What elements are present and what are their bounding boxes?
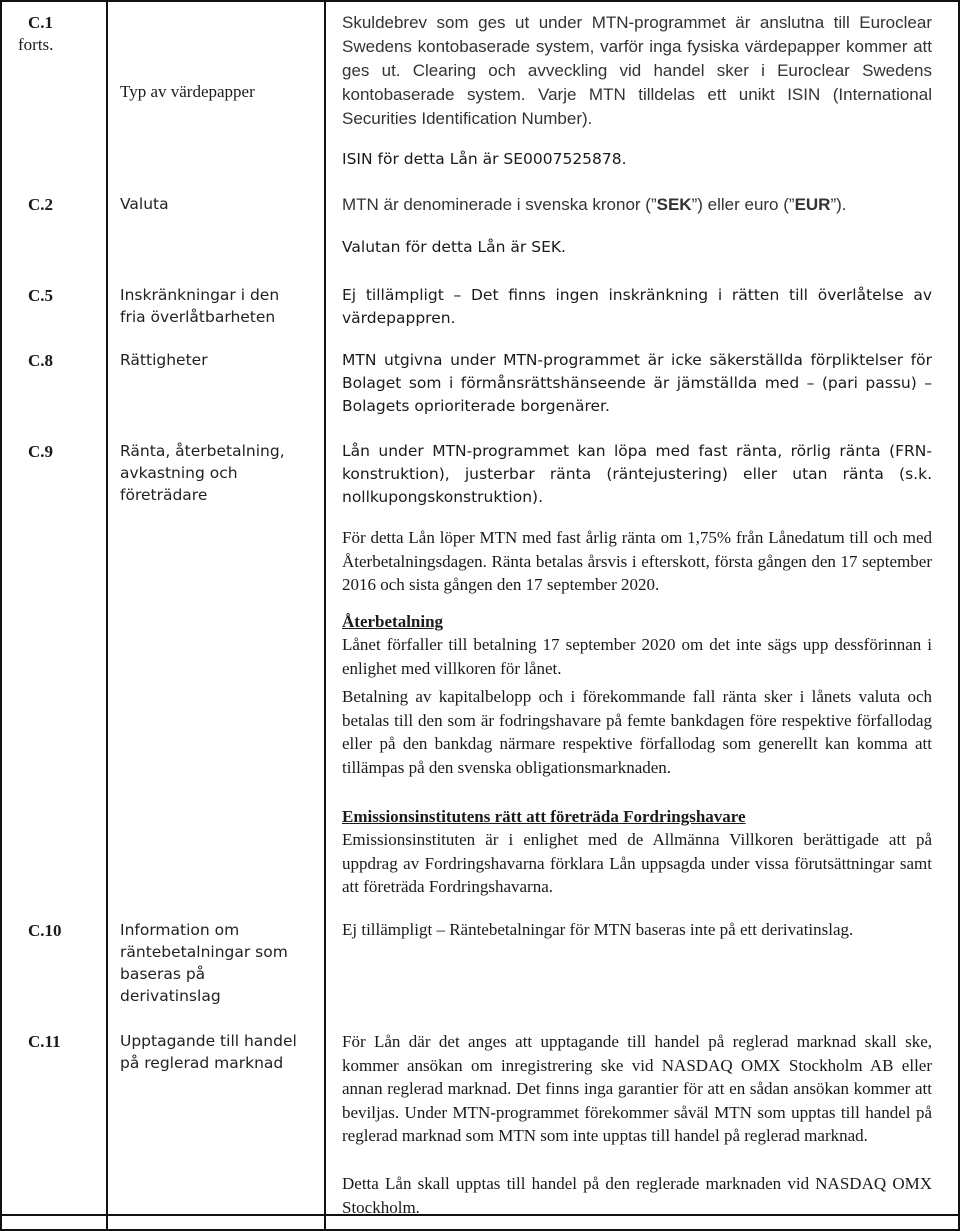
section-code-c8: C.8: [28, 351, 54, 370]
section-label-c9-line2: avkastning och: [120, 464, 238, 482]
section-label-c11-line1: Upptagande till handel: [120, 1032, 297, 1050]
section-code-c2: C.2: [28, 195, 54, 214]
section-label-c9-line3: företrädare: [120, 486, 208, 504]
section-label-c11-line2: på reglerad marknad: [120, 1054, 284, 1072]
paragraph-c5-1: Ej tillämpligt – Det finns ingen inskränkning i rätten till överlåtelse av värdepappren.: [342, 286, 932, 327]
paragraph-c1-2: ISIN för detta Lån är SE0007525878.: [342, 150, 627, 168]
c2-text-post: ”).: [830, 195, 847, 214]
heading-emissionsinstitutens-ratt: Emissionsinstitutens rätt att företräda Fordringshavare: [342, 807, 746, 826]
c2-text-mid: ”) eller euro (”: [691, 195, 795, 214]
section-code-c5: C.5: [28, 286, 54, 305]
paragraph-c2-1: [342, 194, 847, 216]
paragraph-c9-3: Lånet förfaller till betalning 17 september 2020 om det inte sägs upp dessförinnan i enlighet med villkoren för lånet.: [342, 635, 932, 678]
section-code-continued: forts.: [18, 35, 54, 54]
section-label-c5-line1: Inskränkningar i den: [120, 286, 280, 304]
section-label-c10-line4: derivatinslag: [120, 987, 221, 1005]
paragraph-c11-1: För Lån där det anges att upptagande till handel på reglerad marknad skall ske, kommer ansökan om inregistrering ske vid NASDAQ OMX Stockholm AB eller annan reglerad marknad. Det finns inga garantier för att en sådan ansökan kommer att beviljas. Under MTN-programmet förekommer såväl MTN som upptas till handel på reglerad marknad som MTN som inte upptas till handel på reglerad marknad.: [342, 1032, 932, 1145]
section-code-c10: C.10: [28, 921, 62, 940]
paragraph-c10-1: Ej tillämpligt – Räntebetalningar för MTN baseras inte på ett derivatinslag.: [342, 920, 854, 939]
paragraph-c11-2: Detta Lån skall upptas till handel på den reglerade marknaden vid NASDAQ OMX Stockholm.: [342, 1174, 932, 1217]
section-label-c1: Typ av värdepapper: [120, 82, 255, 101]
paragraph-c9-2: För detta Lån löper MTN med fast årlig ränta om 1,75% från Lånedatum till och med Återbetalningsdagen. Ränta betalas årsvis i efterskott, första gången den 17 september 2016 och sista gången den 17 september 2020.: [342, 528, 932, 594]
paragraph-c9-4: Betalning av kapitalbelopp och i förekommande fall ränta sker i lånets valuta och betalas till den som är fodringshavare på femte bankdagen före respektive förfallodag eller på den bankdag närmare respektive förfallodag som generellt kan komma att tillämpas på den svenska obligationsmarknaden.: [342, 687, 932, 777]
section-code-c9: C.9: [28, 442, 54, 461]
section-code-c11: C.11: [28, 1032, 61, 1051]
column-divider: [324, 2, 326, 1229]
paragraph-c8-1: MTN utgivna under MTN-programmet är icke säkerställda förpliktelser för Bolaget som i förmånsrättshänseende är jämställda med – (pari passu) – Bolagets oprioriterade borgenärer.: [342, 351, 932, 415]
section-label-c9-line1: Ränta, återbetalning,: [120, 442, 285, 460]
section-label-c8: Rättigheter: [120, 351, 208, 369]
section-label-c10-line2: räntebetalningar som: [120, 943, 288, 961]
c2-text-pre: MTN är denominerade i svenska kronor (”: [342, 195, 657, 214]
paragraph-c2-2: Valutan för detta Lån är SEK.: [342, 238, 566, 256]
section-label-c10-line3: baseras på: [120, 965, 206, 983]
paragraph-c9-1: Lån under MTN-programmet kan löpa med fast ränta, rörlig ränta (FRN-konstruktion), justerbar ränta (räntejustering) eller utan ränta (s.k. nollkupongskonstruktion).: [342, 442, 932, 506]
section-code-c1: C.1: [28, 13, 54, 32]
section-label-c10-line1: Information om: [120, 921, 240, 939]
heading-aterbetalning: Återbetalning: [342, 612, 444, 631]
section-label-c5-line2: fria överlåtbarheten: [120, 308, 276, 326]
column-divider: [106, 2, 108, 1229]
paragraph-c9-5: Emissionsinstituten är i enlighet med de Allmänna Villkoren berättigade att på uppdrag av Fordringshavarna förklara Lån uppsagda under vissa förutsättningar samt att företräda Fordringshavarna.: [342, 830, 932, 896]
currency-eur: EUR: [794, 195, 831, 214]
currency-sek: SEK: [656, 195, 692, 214]
paragraph-c1-1: Skuldebrev som ges ut under MTN-programmet är anslutna till Euroclear Swedens kontobaserade system, varför inga fysiska värdepapper kommer att ges ut. Clearing och avveckling vid handel sker i Euroclear Swedens kontobaserade system. Varje MTN tilldelas ett unikt ISIN (International Securities Identification Number).: [342, 13, 932, 128]
section-label-c2: Valuta: [120, 195, 169, 213]
